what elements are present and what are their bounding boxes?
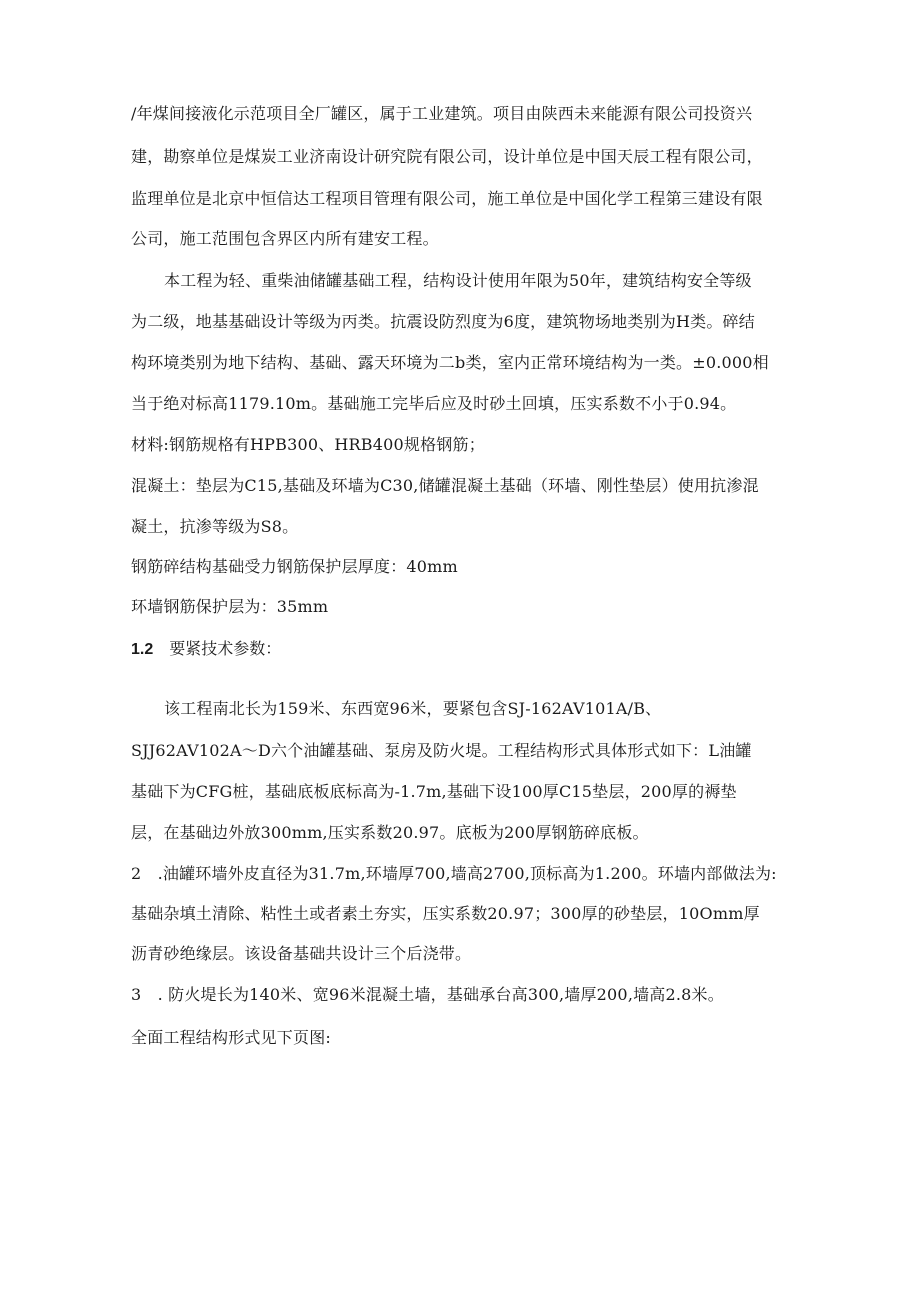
paragraph2-line-4: 当于绝对标高1179.10m。基础施工完毕后应及时砂土回填，压实系数不小于0.94。 bbox=[131, 394, 737, 413]
materials-cover-ringwall: 环墙钢筋保护层为：35mm bbox=[131, 597, 329, 616]
item2-line-3: 沥青砂绝缘层。该设备基础共设计三个后浇带。 bbox=[131, 944, 472, 963]
section-heading bbox=[131, 638, 281, 661]
paragraph3-line-1: 该工程南北长为159米、东西宽96米，要紧包含SJ-162AV101A/B、 bbox=[164, 699, 662, 718]
paragraph2-line-2: 为二级，地基基础设计等级为丙类。抗震设防烈度为6度，建筑物场地类别为H类。碎结 bbox=[131, 312, 755, 331]
materials-cover-foundation: 钢筋碎结构基础受力钢筋保护层厚度：40mm bbox=[131, 557, 458, 576]
section-title: 要紧技术参数： bbox=[169, 639, 282, 658]
materials-steel: 材料:钢筋规格有HPB300、HRB400规格钢筋； bbox=[131, 435, 485, 454]
materials-concrete-line-2: 凝土，抗渗等级为S8。 bbox=[131, 517, 299, 536]
paragraph1-line-3: 监理单位是北京中恒信达工程项目管理有限公司，施工单位是中国化学工程第三建设有限 bbox=[131, 189, 763, 208]
paragraph3-line-2: SJJ62AV102A～D六个油罐基础、泵房及防火堤。工程结构形式具体形式如下：L油罐 bbox=[131, 741, 752, 760]
section-number: 1.2 bbox=[131, 641, 154, 658]
materials-concrete-line-1: 混凝土：垫层为C15,基础及环墙为C30,储罐混凝土基础（环墙、刚性垫层）使用抗渗混 bbox=[131, 476, 759, 495]
paragraph3-line-3: 基础下为CFG桩，基础底板底标高为-1.7m,基础下设100厚C15垫层，200厚的褥垫 bbox=[131, 782, 737, 801]
item3-line: 3 . 防火堤长为140米、宽96米混凝土墙，基础承台高300,墙厚200,墙高2.8米。 bbox=[131, 985, 724, 1004]
paragraph1-line-1: /年煤间接液化示范项目全厂罐区，属于工业建筑。项目由陕西未来能源有限公司投资兴 bbox=[131, 104, 753, 123]
paragraph1-line-2: 建，勘察单位是煤炭工业济南设计研究院有限公司，设计单位是中国天辰工程有限公司， bbox=[131, 147, 763, 166]
item2-line-2: 基础杂填土清除、粘性土或者素土夯实，压实系数20.97；300厚的砂垫层，10Omm厚 bbox=[131, 904, 760, 923]
paragraph3-line-4: 层，在基础边外放300mm,压实系数20.97。底板为200厚钢筋碎底板。 bbox=[131, 823, 649, 842]
paragraph2-line-1: 本工程为轻、重柴油储罐基础工程，结构设计使用年限为50年，建筑结构安全等级 bbox=[164, 271, 752, 290]
paragraph2-line-3: 构环境类别为地下结构、基础、露天环境为二b类，室内正常环境结构为一类。±0.000相 bbox=[131, 353, 769, 372]
closing-line: 全面工程结构形式见下页图: bbox=[131, 1028, 331, 1047]
item2-line-1: 2 .油罐环墙外皮直径为31.7m,环墙厚700,墙高2700,顶标高为1.200。环墙内部做法为: bbox=[131, 864, 777, 883]
paragraph1-line-4: 公司，施工范围包含界区内所有建安工程。 bbox=[131, 229, 439, 248]
